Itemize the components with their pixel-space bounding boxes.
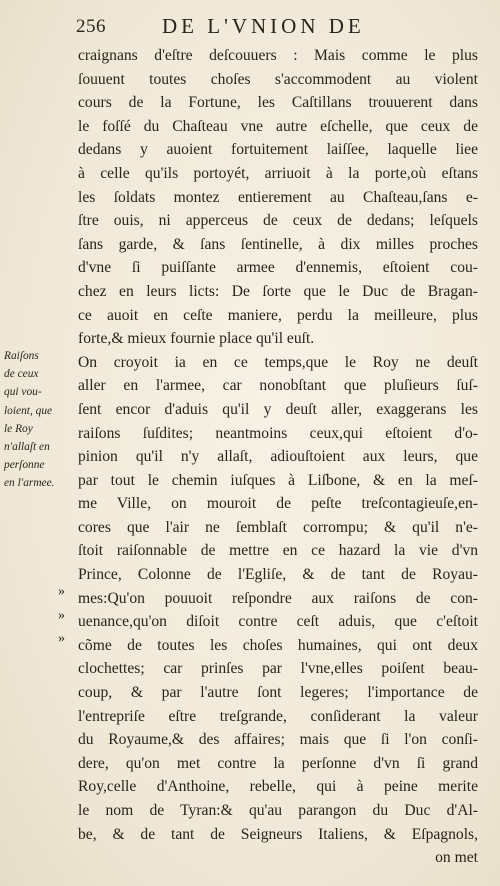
text-line: ſtre ouis, ni apperceus de ceux de dedans; leſquels [78, 212, 478, 230]
page-number: 256 [76, 16, 106, 37]
margin-note-line: qui vou- [4, 386, 42, 399]
margin-note-line: le Roy [4, 422, 33, 435]
text-line: ce auoit en ceſte maniere, perdu la meilleure, plus [78, 306, 478, 324]
text-line: me Ville, on mouroit de peſte treſcontagieuſe,en- [78, 495, 478, 513]
text-line: uenance,qu'on diſoit contre ceſt aduis, que c'eſtoit [78, 613, 478, 631]
margin-note-line: Raiſons [4, 350, 39, 362]
text-line: par tout le chemin iuſques à Liſbone, & en la meſ- [78, 471, 478, 489]
text-line: clochettes; car prinſes par l'vne,elles poiſent beau- [78, 660, 478, 678]
margin-note-line: perſonne [4, 459, 45, 472]
text-line: pinion qu'il n'y allaſt, adiouſtoient aux leurs, que [78, 448, 478, 466]
text-line: cores que l'air ne ſemblaſt corrompu; & qu'il n'e- [78, 518, 478, 536]
text-line: raiſons ſuſdites; neantmoins ceux,qui eſtoient d'o- [78, 424, 478, 442]
text-line: chez en leurs licts: De ſorte que le Duc de Bragan- [78, 282, 478, 300]
text-line: craignans d'eſtre deſcouuers : Mais comme le plus [78, 47, 478, 64]
quote-mark: » [58, 607, 65, 623]
text-line: ſouuent toutes choſes s'accommodent au violent [78, 70, 478, 88]
body-text [78, 44, 478, 870]
text-line: d'vne ſi puiſſante armee d'ennemis, eſtoient cou- [78, 259, 478, 277]
text-line: les ſoldats montez entierement au Chaſteau,ſans e- [78, 188, 478, 206]
text-line: On croyoit ia en ce temps,que le Roy ne deuſt [78, 353, 478, 371]
text-line: ſent encor d'aduis qu'il y deuſt aller, exaggerans les [78, 400, 478, 418]
text-line: le nom de Tyran:& qu'au parangon du Duc d'Al- [78, 802, 478, 819]
text-line: dedans y auoient fortuitement laiſſee, laquelle liee [78, 141, 478, 159]
margin-note [4, 347, 70, 493]
text-line: ſans garde, & ſans ſentinelle, à dix milles proches [78, 235, 478, 253]
running-head: DE L'VNION DE [162, 14, 365, 38]
text-line: du Royaume,& des affaires; mais que ſi l'on conſi- [78, 731, 478, 749]
catchword: on met [435, 849, 478, 867]
text-line: Roy,celle d'Anthoine, rebelle, qui à peine merite [78, 778, 478, 796]
margin-note-line: de ceux [4, 368, 39, 381]
text-line: le foſſé du Chaſteau vne autre eſchelle, que ceux de [78, 117, 478, 135]
margin-note-line: n'allaſt en [4, 441, 50, 454]
text-line: ſtoit raiſonnable de mettre en ce hazard la vie d'vn [78, 542, 478, 560]
text-line: cõme de toutes les choſes humaines, qui ont deux [78, 636, 478, 654]
margin-note-line: loient, que [4, 404, 53, 417]
text-line: dere, qu'on met contre la perſonne d'vn ſi grand [78, 754, 478, 772]
margin-note-line: en l'armee. [4, 477, 55, 490]
quotation-markers [58, 580, 65, 651]
text-line: be, & de tant de Seigneurs Italiens, & Eſpagnols, [78, 825, 478, 843]
text-line: cours de la Fortune, les Caſtillans trouuerent dans [78, 94, 478, 112]
text-line: Prince, Colonne de l'Egliſe, & de tant de Royau- [78, 566, 478, 584]
text-line: mes:Qu'on pouuoit reſpondre aux raiſons de con- [78, 589, 478, 607]
text-line: à celle qu'ils portoyét, arriuoit à la porte,où eſtans [78, 164, 478, 182]
text-line: l'entrepriſe eſtre treſgrande, conſiderant la valeur [78, 707, 478, 725]
text-line: aller en l'armee, car nonobſtant que pluſieurs ſuſ- [78, 377, 478, 395]
quote-mark: » [58, 584, 65, 599]
quote-mark: » [58, 631, 65, 647]
text-line: coup, & par l'autre ſont legeres; l'importance de [78, 684, 478, 702]
text-line: forte,& mieux fournie place qu'il euſt. [78, 330, 315, 348]
page-header [70, 12, 470, 42]
